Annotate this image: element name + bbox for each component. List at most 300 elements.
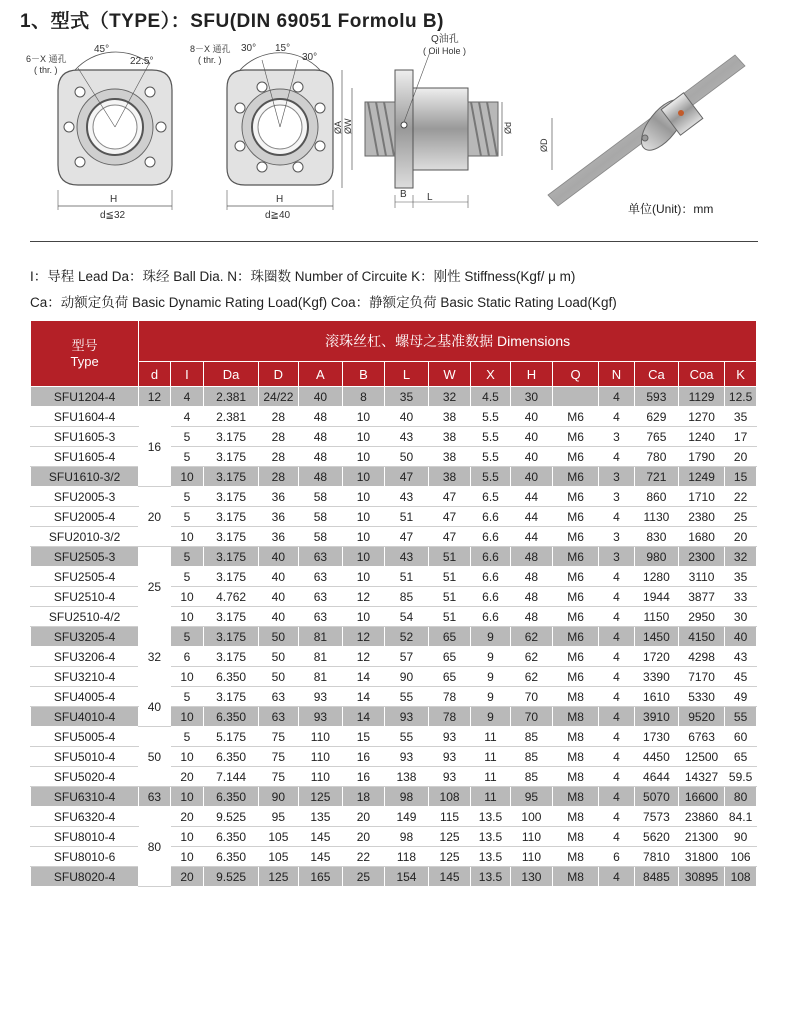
value-cell-x: 5.5 [471,447,511,467]
value-cell-coa: 30895 [678,867,724,887]
value-cell-w: 47 [429,507,471,527]
value-cell-i: 10 [170,667,204,687]
value-cell-x: 6.6 [471,547,511,567]
value-cell-q: M6 [552,407,598,427]
value-cell-a: 48 [298,407,342,427]
value-cell-q: M8 [552,747,598,767]
value-cell-d: 63 [258,687,298,707]
type-cell: SFU2510-4/2 [31,607,139,627]
value-cell-da: 6.350 [204,707,259,727]
value-cell-da: 7.144 [204,767,259,787]
column-header-k: K [725,362,757,387]
type-header-cn: 型号 [71,337,98,353]
type-cell: SFU1610-3/2 [31,467,139,487]
column-header-n: N [599,362,635,387]
value-cell-b: 16 [342,747,384,767]
value-cell-w: 47 [429,487,471,507]
type-cell: SFU2505-4 [31,567,139,587]
value-cell-ca: 860 [634,487,678,507]
table-row [31,487,757,507]
value-cell-w: 51 [429,567,471,587]
value-cell-d: 40 [258,567,298,587]
value-cell-w: 93 [429,747,471,767]
value-cell-d: 105 [258,827,298,847]
value-cell-n: 4 [599,767,635,787]
value-cell-ca: 765 [634,427,678,447]
value-cell-coa: 1129 [678,387,724,407]
value-cell-q: M6 [552,447,598,467]
value-cell-a: 63 [298,567,342,587]
value-cell-d: 95 [258,807,298,827]
type-cell: SFU2505-3 [31,547,139,567]
value-cell-i: 4 [170,407,204,427]
value-cell-coa: 5330 [678,687,724,707]
column-header-l: L [384,362,428,387]
value-cell-ca: 593 [634,387,678,407]
d-label-1: d≦32 [100,210,126,221]
value-cell-l: 43 [384,427,428,447]
value-cell-coa: 2380 [678,507,724,527]
value-cell-a: 58 [298,507,342,527]
value-cell-h: 48 [510,587,552,607]
value-cell-k: 20 [725,447,757,467]
value-cell-h: 85 [510,767,552,787]
value-cell-w: 125 [429,847,471,867]
value-cell-a: 63 [298,547,342,567]
value-cell-l: 85 [384,587,428,607]
value-cell-da: 4.762 [204,587,259,607]
a-dim: ØA [333,120,343,134]
value-cell-h: 110 [510,847,552,867]
value-cell-d: 75 [258,727,298,747]
thr-1: ( thr. ) [34,65,58,75]
value-cell-a: 58 [298,527,342,547]
value-cell-x: 6.6 [471,567,511,587]
value-cell-ca: 780 [634,447,678,467]
value-cell-a: 165 [298,867,342,887]
value-cell-d: 28 [258,467,298,487]
value-cell-h: 44 [510,487,552,507]
value-cell-k: 33 [725,587,757,607]
value-cell-h: 62 [510,627,552,647]
value-cell-n: 4 [599,727,635,747]
value-cell-n: 4 [599,707,635,727]
value-cell-w: 78 [429,687,471,707]
value-cell-h: 44 [510,507,552,527]
type-cell: SFU2005-4 [31,507,139,527]
value-cell-w: 65 [429,627,471,647]
value-cell-i: 6 [170,647,204,667]
value-cell-h: 100 [510,807,552,827]
table-row [31,547,757,567]
value-cell-l: 47 [384,467,428,487]
value-cell-a: 48 [298,427,342,447]
diameter-cell: 25 [139,547,171,627]
value-cell-h: 40 [510,407,552,427]
value-cell-l: 40 [384,407,428,427]
type-cell: SFU4005-4 [31,687,139,707]
flange-drawing-d40 [190,43,333,221]
value-cell-coa: 31800 [678,847,724,867]
column-header-x: X [471,362,511,387]
value-cell-k: 17 [725,427,757,447]
value-cell-b: 10 [342,547,384,567]
value-cell-b: 10 [342,427,384,447]
value-cell-ca: 7810 [634,847,678,867]
value-cell-k: 84.1 [725,807,757,827]
value-cell-l: 98 [384,827,428,847]
type-cell: SFU5020-4 [31,767,139,787]
legend-line-2: Ca：动额定负荷 Basic Dynamic Rating Load(Kgf) Coa：静额定负荷 Basic Static Rating Load(Kgf) [30,295,617,310]
value-cell-x: 4.5 [471,387,511,407]
value-cell-h: 48 [510,547,552,567]
value-cell-d: 63 [258,707,298,727]
column-header-row [31,362,757,387]
value-cell-n: 4 [599,807,635,827]
value-cell-x: 13.5 [471,847,511,867]
oil-hole-label: Q油孔 [431,34,459,45]
type-cell: SFU6310-4 [31,787,139,807]
value-cell-ca: 1150 [634,607,678,627]
value-cell-n: 4 [599,607,635,627]
value-cell-q: M8 [552,847,598,867]
value-cell-l: 43 [384,547,428,567]
value-cell-w: 108 [429,787,471,807]
value-cell-h: 85 [510,747,552,767]
value-cell-x: 6.5 [471,487,511,507]
angle-30a: 30° [241,43,257,54]
value-cell-k: 108 [725,867,757,887]
value-cell-b: 20 [342,807,384,827]
value-cell-b: 10 [342,567,384,587]
value-cell-ca: 629 [634,407,678,427]
angle-15: 15° [275,43,291,54]
value-cell-h: 62 [510,647,552,667]
value-cell-w: 47 [429,527,471,547]
value-cell-d: 75 [258,747,298,767]
column-header-da: Da [204,362,259,387]
value-cell-q: M8 [552,827,598,847]
value-cell-ca: 1610 [634,687,678,707]
value-cell-ca: 830 [634,527,678,547]
value-cell-b: 12 [342,627,384,647]
value-cell-x: 5.5 [471,407,511,427]
w-dim: ØW [343,118,353,134]
table-row [31,627,757,647]
table-row [31,407,757,427]
value-cell-q: M6 [552,667,598,687]
value-cell-d: 24/22 [258,387,298,407]
value-cell-coa: 12500 [678,747,724,767]
value-cell-a: 135 [298,807,342,827]
page-title: 1、型式（TYPE）：SFU(DIN 69051 Formolu B) [20,11,444,32]
spec-table [30,320,757,887]
value-cell-w: 115 [429,807,471,827]
value-cell-b: 25 [342,867,384,887]
value-cell-x: 9 [471,667,511,687]
value-cell-b: 8 [342,387,384,407]
value-cell-x: 9 [471,687,511,707]
side-view-drawing [333,32,513,208]
value-cell-d: 40 [258,607,298,627]
unit-label: 单位(Unit)：mm [628,202,714,216]
value-cell-n: 3 [599,427,635,447]
value-cell-coa: 1790 [678,447,724,467]
value-cell-x: 11 [471,747,511,767]
value-cell-x: 9 [471,707,511,727]
column-header-d: d [139,362,171,387]
column-header-q: Q [552,362,598,387]
value-cell-n: 3 [599,527,635,547]
type-cell: SFU2005-3 [31,487,139,507]
value-cell-d: 90 [258,787,298,807]
value-cell-d: 36 [258,527,298,547]
value-cell-l: 50 [384,447,428,467]
value-cell-da: 3.175 [204,607,259,627]
value-cell-q: M8 [552,787,598,807]
value-cell-da: 3.175 [204,487,259,507]
value-cell-coa: 23860 [678,807,724,827]
value-cell-a: 48 [298,467,342,487]
value-cell-w: 78 [429,707,471,727]
value-cell-da: 6.350 [204,747,259,767]
value-cell-w: 51 [429,547,471,567]
value-cell-k: 30 [725,607,757,627]
value-cell-a: 58 [298,487,342,507]
value-cell-x: 13.5 [471,827,511,847]
value-cell-l: 55 [384,687,428,707]
value-cell-d: 125 [258,867,298,887]
value-cell-n: 4 [599,747,635,767]
value-cell-q: M6 [552,647,598,667]
table-row [31,387,757,407]
value-cell-k: 106 [725,847,757,867]
value-cell-k: 40 [725,627,757,647]
value-cell-b: 14 [342,687,384,707]
value-cell-i: 5 [170,727,204,747]
value-cell-x: 11 [471,727,511,747]
value-cell-q: M8 [552,807,598,827]
value-cell-a: 110 [298,727,342,747]
value-cell-a: 110 [298,747,342,767]
diameter-cell: 20 [139,487,171,547]
value-cell-w: 32 [429,387,471,407]
type-cell: SFU5005-4 [31,727,139,747]
value-cell-x: 5.5 [471,467,511,487]
value-cell-da: 9.525 [204,867,259,887]
table-row [31,727,757,747]
value-cell-k: 12.5 [725,387,757,407]
value-cell-da: 5.175 [204,727,259,747]
legend-line-1: I：导程 Lead Da：珠经 Ball Dia. N：珠圈数 Number of Circuite K：刚性 Stiffness(Kgf/ μ m) [30,269,576,284]
column-header-ca: Ca [634,362,678,387]
value-cell-n: 4 [599,687,635,707]
d-label-2: d≧40 [265,210,291,221]
value-cell-i: 10 [170,787,204,807]
value-cell-h: 70 [510,687,552,707]
value-cell-coa: 2950 [678,607,724,627]
value-cell-n: 4 [599,387,635,407]
value-cell-d: 36 [258,487,298,507]
value-cell-b: 10 [342,447,384,467]
value-cell-l: 93 [384,747,428,767]
value-cell-h: 40 [510,427,552,447]
value-cell-da: 3.175 [204,427,259,447]
column-header-b: B [342,362,384,387]
value-cell-a: 81 [298,627,342,647]
value-cell-i: 10 [170,587,204,607]
diameter-cell: 63 [139,787,171,807]
value-cell-da: 3.175 [204,467,259,487]
value-cell-d: 75 [258,767,298,787]
value-cell-h: 40 [510,467,552,487]
value-cell-q: M6 [552,547,598,567]
value-cell-n: 4 [599,567,635,587]
value-cell-i: 20 [170,807,204,827]
value-cell-b: 20 [342,827,384,847]
type-cell: SFU2510-4 [31,587,139,607]
angle-22: 22.5° [130,56,154,67]
type-cell: SFU3210-4 [31,667,139,687]
value-cell-a: 110 [298,767,342,787]
value-cell-i: 10 [170,847,204,867]
value-cell-q: M6 [552,587,598,607]
column-header-a: A [298,362,342,387]
value-cell-i: 10 [170,467,204,487]
value-cell-h: 85 [510,727,552,747]
value-cell-n: 4 [599,647,635,667]
value-cell-w: 51 [429,587,471,607]
value-cell-coa: 7170 [678,667,724,687]
value-cell-da: 3.175 [204,507,259,527]
table-row [31,687,757,707]
value-cell-coa: 16600 [678,787,724,807]
value-cell-a: 81 [298,647,342,667]
l-dim: L [427,192,433,203]
value-cell-b: 15 [342,727,384,747]
value-cell-l: 138 [384,767,428,787]
value-cell-ca: 1280 [634,567,678,587]
value-cell-x: 13.5 [471,867,511,887]
value-cell-q: M8 [552,767,598,787]
value-cell-k: 25 [725,507,757,527]
value-cell-d: 36 [258,507,298,527]
value-cell-a: 125 [298,787,342,807]
value-cell-q: M6 [552,427,598,447]
value-cell-x: 5.5 [471,427,511,447]
type-cell: SFU2010-3/2 [31,527,139,547]
value-cell-q: M8 [552,707,598,727]
value-cell-x: 11 [471,787,511,807]
value-cell-h: 30 [510,387,552,407]
value-cell-i: 10 [170,747,204,767]
diameter-cell: 50 [139,727,171,787]
od-dim: ØD [539,138,549,152]
value-cell-q: M6 [552,467,598,487]
value-cell-d: 28 [258,447,298,467]
value-cell-ca: 3910 [634,707,678,727]
table-row [31,787,757,807]
value-cell-a: 63 [298,587,342,607]
type-cell: SFU8010-4 [31,827,139,847]
value-cell-q: M6 [552,527,598,547]
value-cell-x: 6.6 [471,587,511,607]
value-cell-i: 5 [170,507,204,527]
value-cell-k: 59.5 [725,767,757,787]
value-cell-coa: 14327 [678,767,724,787]
value-cell-ca: 1450 [634,627,678,647]
table-row [31,807,757,827]
value-cell-q: M8 [552,727,598,747]
value-cell-l: 54 [384,607,428,627]
value-cell-b: 10 [342,467,384,487]
value-cell-da: 6.350 [204,847,259,867]
value-cell-da: 9.525 [204,807,259,827]
product-photo [539,55,745,206]
value-cell-k: 55 [725,707,757,727]
value-cell-k: 45 [725,667,757,687]
value-cell-a: 145 [298,847,342,867]
value-cell-l: 35 [384,387,428,407]
value-cell-coa: 1710 [678,487,724,507]
value-cell-a: 93 [298,687,342,707]
value-cell-k: 15 [725,467,757,487]
value-cell-i: 10 [170,827,204,847]
column-header-i: I [170,362,204,387]
value-cell-n: 3 [599,547,635,567]
value-cell-q: M6 [552,567,598,587]
value-cell-d: 50 [258,647,298,667]
value-cell-k: 65 [725,747,757,767]
dimensions-header: 滚珠丝杠、螺母之基准数据 Dimensions [139,321,757,362]
value-cell-b: 14 [342,667,384,687]
value-cell-k: 35 [725,567,757,587]
oil-hole-en: ( Oil Hole ) [423,46,467,56]
thr-2: ( thr. ) [198,55,222,65]
value-cell-d: 28 [258,407,298,427]
value-cell-ca: 8485 [634,867,678,887]
value-cell-h: 48 [510,567,552,587]
value-cell-l: 55 [384,727,428,747]
value-cell-k: 80 [725,787,757,807]
diameter-cell: 80 [139,807,171,887]
value-cell-n: 4 [599,507,635,527]
value-cell-q: M6 [552,507,598,527]
value-cell-i: 5 [170,627,204,647]
value-cell-l: 43 [384,487,428,507]
type-cell: SFU8020-4 [31,867,139,887]
value-cell-i: 4 [170,387,204,407]
value-cell-coa: 1249 [678,467,724,487]
value-cell-x: 9 [471,627,511,647]
value-cell-q: M6 [552,487,598,507]
value-cell-i: 10 [170,607,204,627]
value-cell-x: 9 [471,647,511,667]
type-cell: SFU3205-4 [31,627,139,647]
value-cell-d: 50 [258,627,298,647]
value-cell-d: 105 [258,847,298,867]
type-cell: SFU4010-4 [31,707,139,727]
value-cell-ca: 5070 [634,787,678,807]
value-cell-ca: 3390 [634,667,678,687]
value-cell-x: 13.5 [471,807,511,827]
value-cell-i: 20 [170,767,204,787]
value-cell-w: 38 [429,467,471,487]
value-cell-l: 90 [384,667,428,687]
value-cell-i: 5 [170,547,204,567]
value-cell-n: 4 [599,407,635,427]
value-cell-l: 51 [384,567,428,587]
